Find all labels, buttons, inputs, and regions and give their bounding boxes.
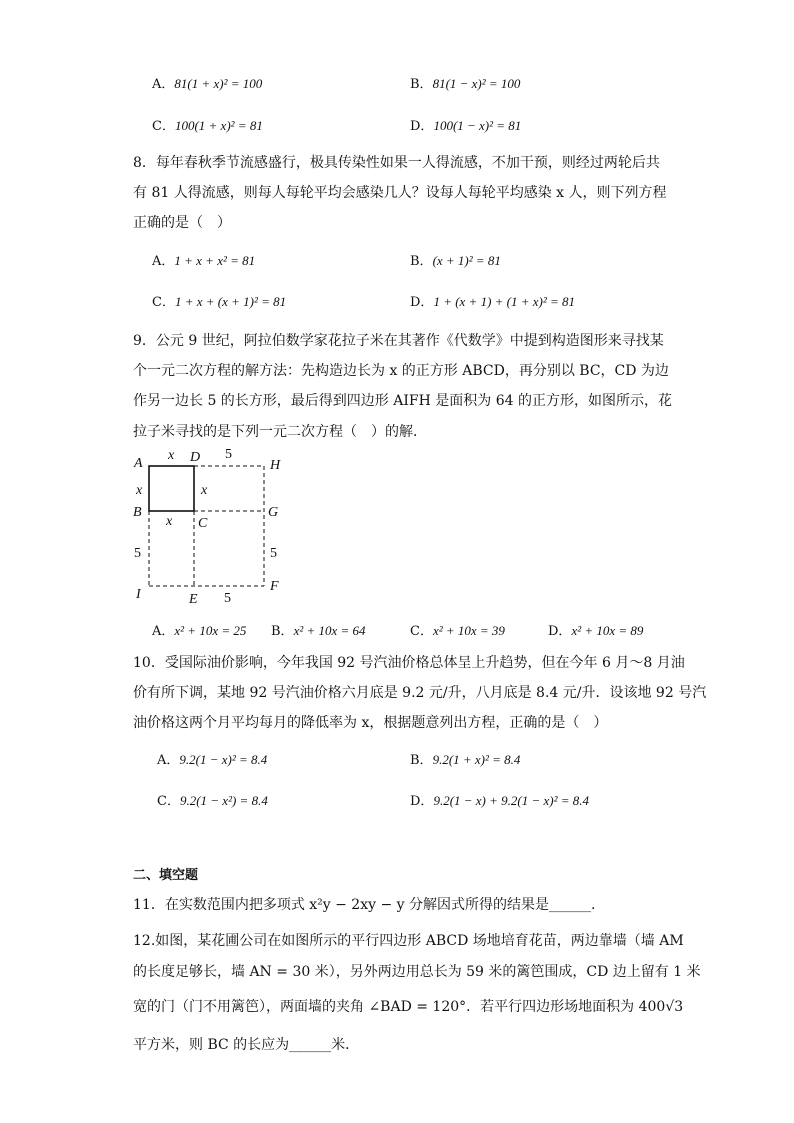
q10-option-b: B．9.2(1 + x)² = 8.4 bbox=[410, 752, 521, 768]
q8-option-c: C．1 + x + (x + 1)² = 81 bbox=[152, 294, 287, 310]
point-f: F bbox=[270, 579, 279, 594]
section-heading: 二、填空题 bbox=[133, 868, 199, 883]
q7-option-c: C．100(1 + x)² = 81 bbox=[152, 118, 263, 134]
q7-option-d: D．100(1 − x)² = 81 bbox=[410, 118, 522, 134]
q12-line-4: 平方米，则 BC 的长应为______米． bbox=[133, 1037, 360, 1053]
q7-option-b: B．81(1 − x)² = 100 bbox=[410, 76, 521, 92]
q9-diagram bbox=[128, 444, 298, 610]
q9-line-2: 个一元二次方程的解方法：先构造边长为 x 的正方形 ABCD，再分别以 BC，CD 为边 bbox=[133, 363, 669, 379]
point-g: G bbox=[268, 505, 279, 520]
label-left-5: 5 bbox=[134, 546, 141, 561]
q10-option-d: D．9.2(1 − x) + 9.2(1 − x)² = 8.4 bbox=[410, 793, 590, 809]
label-inner-x: x bbox=[201, 483, 208, 498]
q12-line-2: 的长度足够长，墙 AN = 30 米），另外两边用总长为 59 米的篱笆围成，CD 边上留有 1 米 bbox=[133, 964, 701, 980]
label-right-5: 5 bbox=[270, 546, 277, 561]
q9-line-1: 9．公元 9 世纪，阿拉伯数学家花拉子米在其著作《代数学》中提到构造图形来寻找某 bbox=[133, 333, 664, 349]
label-bc-x: x bbox=[166, 514, 173, 529]
q10-option-a: A．9.2(1 − x)² = 8.4 bbox=[157, 752, 268, 768]
q12-line-3: 宽的门（门不用篱笆），两面墙的夹角 ∠BAD = 120°．若平行四边形场地面积为 400√3 bbox=[133, 999, 684, 1015]
q8-line-2: 有 81 人得流感，则每人每轮平均会感染几人？设每人每轮平均感染 x 人，则下列方程 bbox=[133, 185, 667, 201]
q9-option-b: B．x² + 10x = 64 bbox=[271, 623, 366, 639]
q12-line-1: 12.如图，某花圃公司在如图所示的平行四边形 ABCD 场地培育花苗，两边靠墙（墙 AM bbox=[133, 933, 684, 949]
q8-line-3: 正确的是（ ） bbox=[133, 215, 231, 231]
q9-option-d: D．x² + 10x = 89 bbox=[548, 623, 644, 639]
point-b: B bbox=[133, 505, 142, 520]
label-left-x: x bbox=[136, 483, 143, 498]
point-h: H bbox=[270, 458, 281, 473]
point-c: C bbox=[198, 516, 208, 531]
q9-line-3: 作另一边长 5 的长方形，最后得到四边形 AIFH 是面积为 64 的正方形，如图所示，花 bbox=[133, 393, 672, 409]
q11-text: 11．在实数范围内把多项式 x²y − 2xy − y 分解因式所得的结果是______. bbox=[133, 897, 596, 913]
point-d: D bbox=[190, 450, 201, 465]
label-bottom-5: 5 bbox=[224, 591, 231, 606]
q10-line-3: 油价格这两个月平均每月的降低率为 x，根据题意列出方程，正确的是（ ） bbox=[133, 715, 608, 731]
q8-option-b: B．(x + 1)² = 81 bbox=[410, 253, 501, 269]
q8-line-1: 8．每年春秋季节流感盛行，极具传染性如果一人得流感，不加干预，则经过两轮后共 bbox=[133, 155, 660, 171]
label-top-x: x bbox=[168, 448, 175, 463]
q8-option-d: D．1 + (x + 1) + (1 + x)² = 81 bbox=[410, 294, 576, 310]
square-abcd bbox=[149, 466, 194, 511]
label-top-5: 5 bbox=[225, 447, 232, 462]
q9-line-4: 拉子米寻找的是下列一元二次方程（ ）的解． bbox=[133, 424, 427, 440]
q7-option-a: A．81(1 + x)² = 100 bbox=[152, 76, 263, 92]
q10-line-2: 价有所下调，某地 92 号汽油价格六月底是 9.2 元/升，八月底是 8.4 元/升．设该地 92 号汽 bbox=[133, 685, 707, 701]
q10-option-c: C．9.2(1 − x²) = 8.4 bbox=[157, 793, 268, 809]
q8-option-a: A．1 + x + x² = 81 bbox=[152, 253, 256, 269]
point-a: A bbox=[134, 456, 143, 471]
q9-option-a: A．x² + 10x = 25 bbox=[152, 623, 247, 639]
point-e: E bbox=[189, 592, 198, 607]
q10-line-1: 10．受国际油价影响，今年我国 92 号汽油价格总体呈上升趋势，但在今年 6 月～8 月油 bbox=[133, 655, 685, 671]
q9-option-c: C．x² + 10x = 39 bbox=[410, 623, 505, 639]
point-i: I bbox=[136, 587, 141, 602]
